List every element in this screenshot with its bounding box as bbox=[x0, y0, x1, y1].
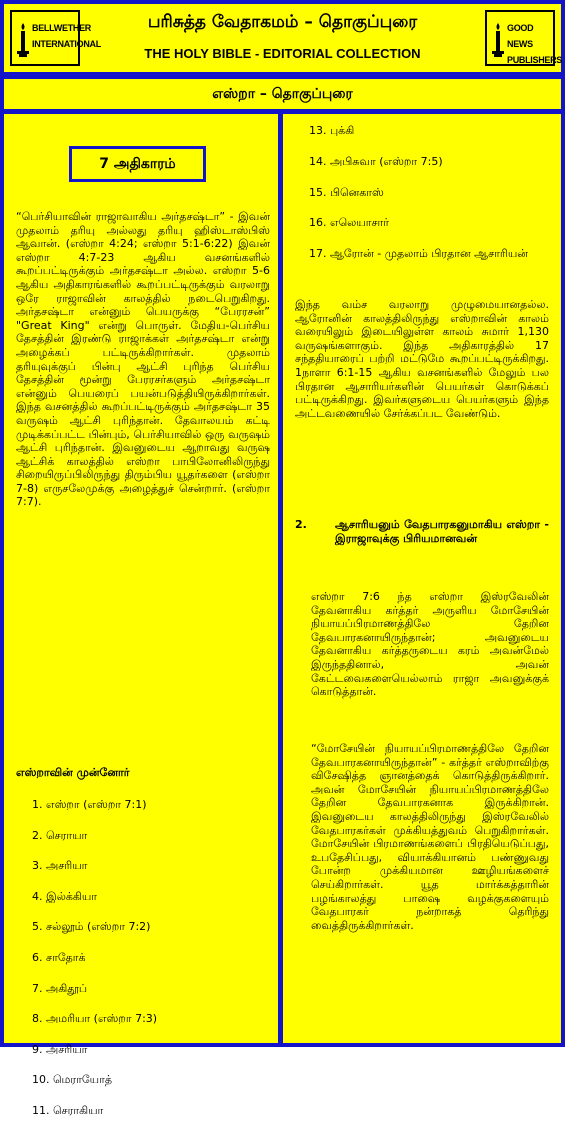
left-column bbox=[4, 114, 278, 1117]
list-item: 2. செராயா bbox=[32, 828, 88, 842]
section-title-bar bbox=[4, 79, 561, 109]
bellwether-logo-text: BELLWETHER INTERNATIONAL bbox=[32, 23, 101, 49]
list-item: 14. அபிசுவா (எஸ்றா 7:5) bbox=[309, 154, 443, 168]
header-title-tamil: பரிசுத்த வேதாகமம் – தொகுப்புரை bbox=[147, 12, 418, 32]
list-item: 8. அமரியா (எஸ்றா 7:3) bbox=[32, 1012, 158, 1026]
list-item: 7. அகிதூப் bbox=[32, 981, 88, 995]
section-title: எஸ்றா – தொகுப்புரை bbox=[212, 86, 353, 102]
list-item: 3. அசரியா bbox=[32, 859, 88, 873]
right-column bbox=[283, 114, 561, 1043]
list-item: 17. ஆரோன் - முதலாம் பிரதான ஆசாரியன் bbox=[309, 247, 528, 261]
good-news-logo-text: GOOD NEWS PUBLISHERS bbox=[507, 23, 563, 65]
list-item: 1. எஸ்றா (எஸ்றா 7:1) bbox=[32, 798, 147, 811]
section-heading bbox=[295, 518, 549, 545]
header-panel bbox=[4, 4, 561, 72]
list-item: 15. பினெகாஸ் bbox=[309, 185, 384, 199]
chapter-label: 7 அதிகாரம் bbox=[99, 156, 176, 172]
list-item: 13. புக்கி bbox=[309, 124, 355, 137]
section-number: 2. bbox=[295, 518, 307, 531]
section-heading-text: ஆசாரியனும் வேதபாரகனுமாகிய எஸ்றா - இராஜாவுக்கு பிரியமானவன் bbox=[335, 518, 549, 545]
list-item: 16. எலெயாசார் bbox=[309, 216, 390, 230]
candle-icon bbox=[491, 22, 505, 58]
list-item: 11. செராகியா bbox=[32, 1103, 104, 1117]
chapter-label-box bbox=[69, 146, 206, 182]
list-item: 6. சாதோக் bbox=[32, 950, 86, 964]
intro-paragraph: “பெர்சியாவின் ராஜாவாகிய அர்தசஷ்டா” - இவன் முதலாம் தரியு அல்லது தரியு ஹிஸ்டாஸ்பிஸ் ஆவான். (எஸ்றா 4:24; எஸ்றா 5:1-6:22) இவன் எஸ்றா 4:7-23 ஆகிய வசனங்களில் கூறப்பட்டிருக்கும் அர்தசஷ்டா அல்ல. எஸ்றா 5-6 ஆகிய அதிகாரங்களில் கூறப்பட்டிருக்கும் வரலாறு ஒரே ராஜாவின் காலத்தில் நடைபெறுகிறது. அர்தசஷ்டா என்னும் பெயருக்கு “பேரரசன்” "Great King" என்று பொருள். மேதிய-பெர்சிய தேசத்தின் இரண்டு ராஜாக்கள் அர்தசஷ்டா என்று அழைக்கப் பட்டிருக்கிறார்கள். முதலாம் தரியுவுக்குப் பின்பு ஆட்சி புரிந்த பெர்சிய தேசத்தின் மூன்று பேரரசர்களும் அர்தசஷ்டா என்னும் பெயரைப் பயன்படுத்தியிருக்கிறார்கள். இந்த வசனத்தில் கூறப்பட்டிருக்கும் அர்தசஷ்டா 35 வருஷம் ஆட்சி புரிந்தான். தேவாலயம் கட்டி முடிக்கப்பட்ட பின்பும், பெர்சியாவில் ஒரு வருஷம் ஆட்சி புரிந்தான். இவனுடைய ஆறாவது வருஷ ஆட்சிக் காலத்தில் எஸ்றா பாபிலோனிலிருந்து சிறையிருப்பிலிருந்து திரும்பிய யூதர்களை (எஸ்றா 7-8) எருசலேமுக்கு அழைத்துச் சென்றார். (எஸ்றா 7:7). bbox=[16, 210, 270, 509]
ancestors-heading: எஸ்றாவின் முன்னோர் bbox=[16, 766, 130, 779]
list-item: 9. அசரியா bbox=[32, 1042, 88, 1056]
list-item: 4. இல்க்கியா bbox=[32, 889, 98, 903]
lineage-paragraph: இந்த வம்ச வரலாறு முழுமையானதல்ல. ஆரோனின் காலத்திலிருந்து எஸ்றாவின் காலம் வரையிலும் இடையிலுள்ள காலம் சுமார் 1,130 வருஷங்களாகும். இந்த அதிகாரத்தில் 17 சந்ததியாரைப் பற்றி மட்டுமே கூறப்பட்டிருக்கிறது. 1நாளா 6:1-15 ஆகிய வசனங்களில் மேலும் பல பிரதான ஆசாரியர்களின் பெயர்கள் கொடுக்கப் பட்டிருக்கிறது. இவர்களுடைய பெயர்களும் இந்த அட்டவணையில் சேர்க்கப்பட வேண்டும். bbox=[295, 298, 549, 420]
good-news-logo bbox=[485, 10, 563, 66]
ancestors-list-continued bbox=[309, 124, 549, 287]
list-item: 5. சல்லூம் (எஸ்றா 7:2) bbox=[32, 920, 151, 934]
list-item: 10. மெராயோத் bbox=[32, 1073, 112, 1087]
ancestors-list bbox=[16, 798, 266, 1135]
header-title-english: THE HOLY BIBLE - EDITORIAL COLLECTION bbox=[144, 46, 421, 61]
section-paragraph-2: “மோசேயின் நியாயப்பிரமாணத்திலே தேறின தேவபாரகனாயிருந்தான்” - கர்த்தர் எஸ்றாவிற்கு விசேஷித்த ஞானத்தைக் கொடுத்திருக்கிறார். அவன் மோசேயின் நியாயப்பிரமாணத்திலே தேறின தேவபாரகனாக இருக்கிறான். இவனுடைய காலத்திலிருந்து இஸ்ரவேலில் வேதபாரகர்கள் முக்கியத்துவம் பெறுகிறார்கள். மோசேயின் பிரமாணங்களைப் பிரதியெடுப்பது, உபதேசிப்பது, வியாக்கியானம் பண்ணுவது போன்ற முக்கியமான ஊழியங்களைச் செய்கிறார்கள். யூத மார்க்கத்தாரின் பழங்காலத்து பாஷை வழக்குகளையும் வேதபாரகர் நன்றாகத் தெரிந்து வைத்திருக்கிறார்கள். bbox=[311, 742, 549, 932]
section-paragraph-1: எஸ்றா 7:6 ந்த எஸ்றா இஸ்ரவேலின் தேவனாகிய கர்த்தர் அருளிய மோசேயின் நியாயப்பிரமாணத்திலே தேறின தேவபாரகனாயிருந்தான்; அவனுடைய தேவனாகிய கர்த்தருடைய கரம் அவன்மேல் இருந்ததினால், அவன் கேட்டவைகளையெல்லாம் ராஜா அவனுக்குக் கொடுத்தான். bbox=[311, 590, 549, 699]
